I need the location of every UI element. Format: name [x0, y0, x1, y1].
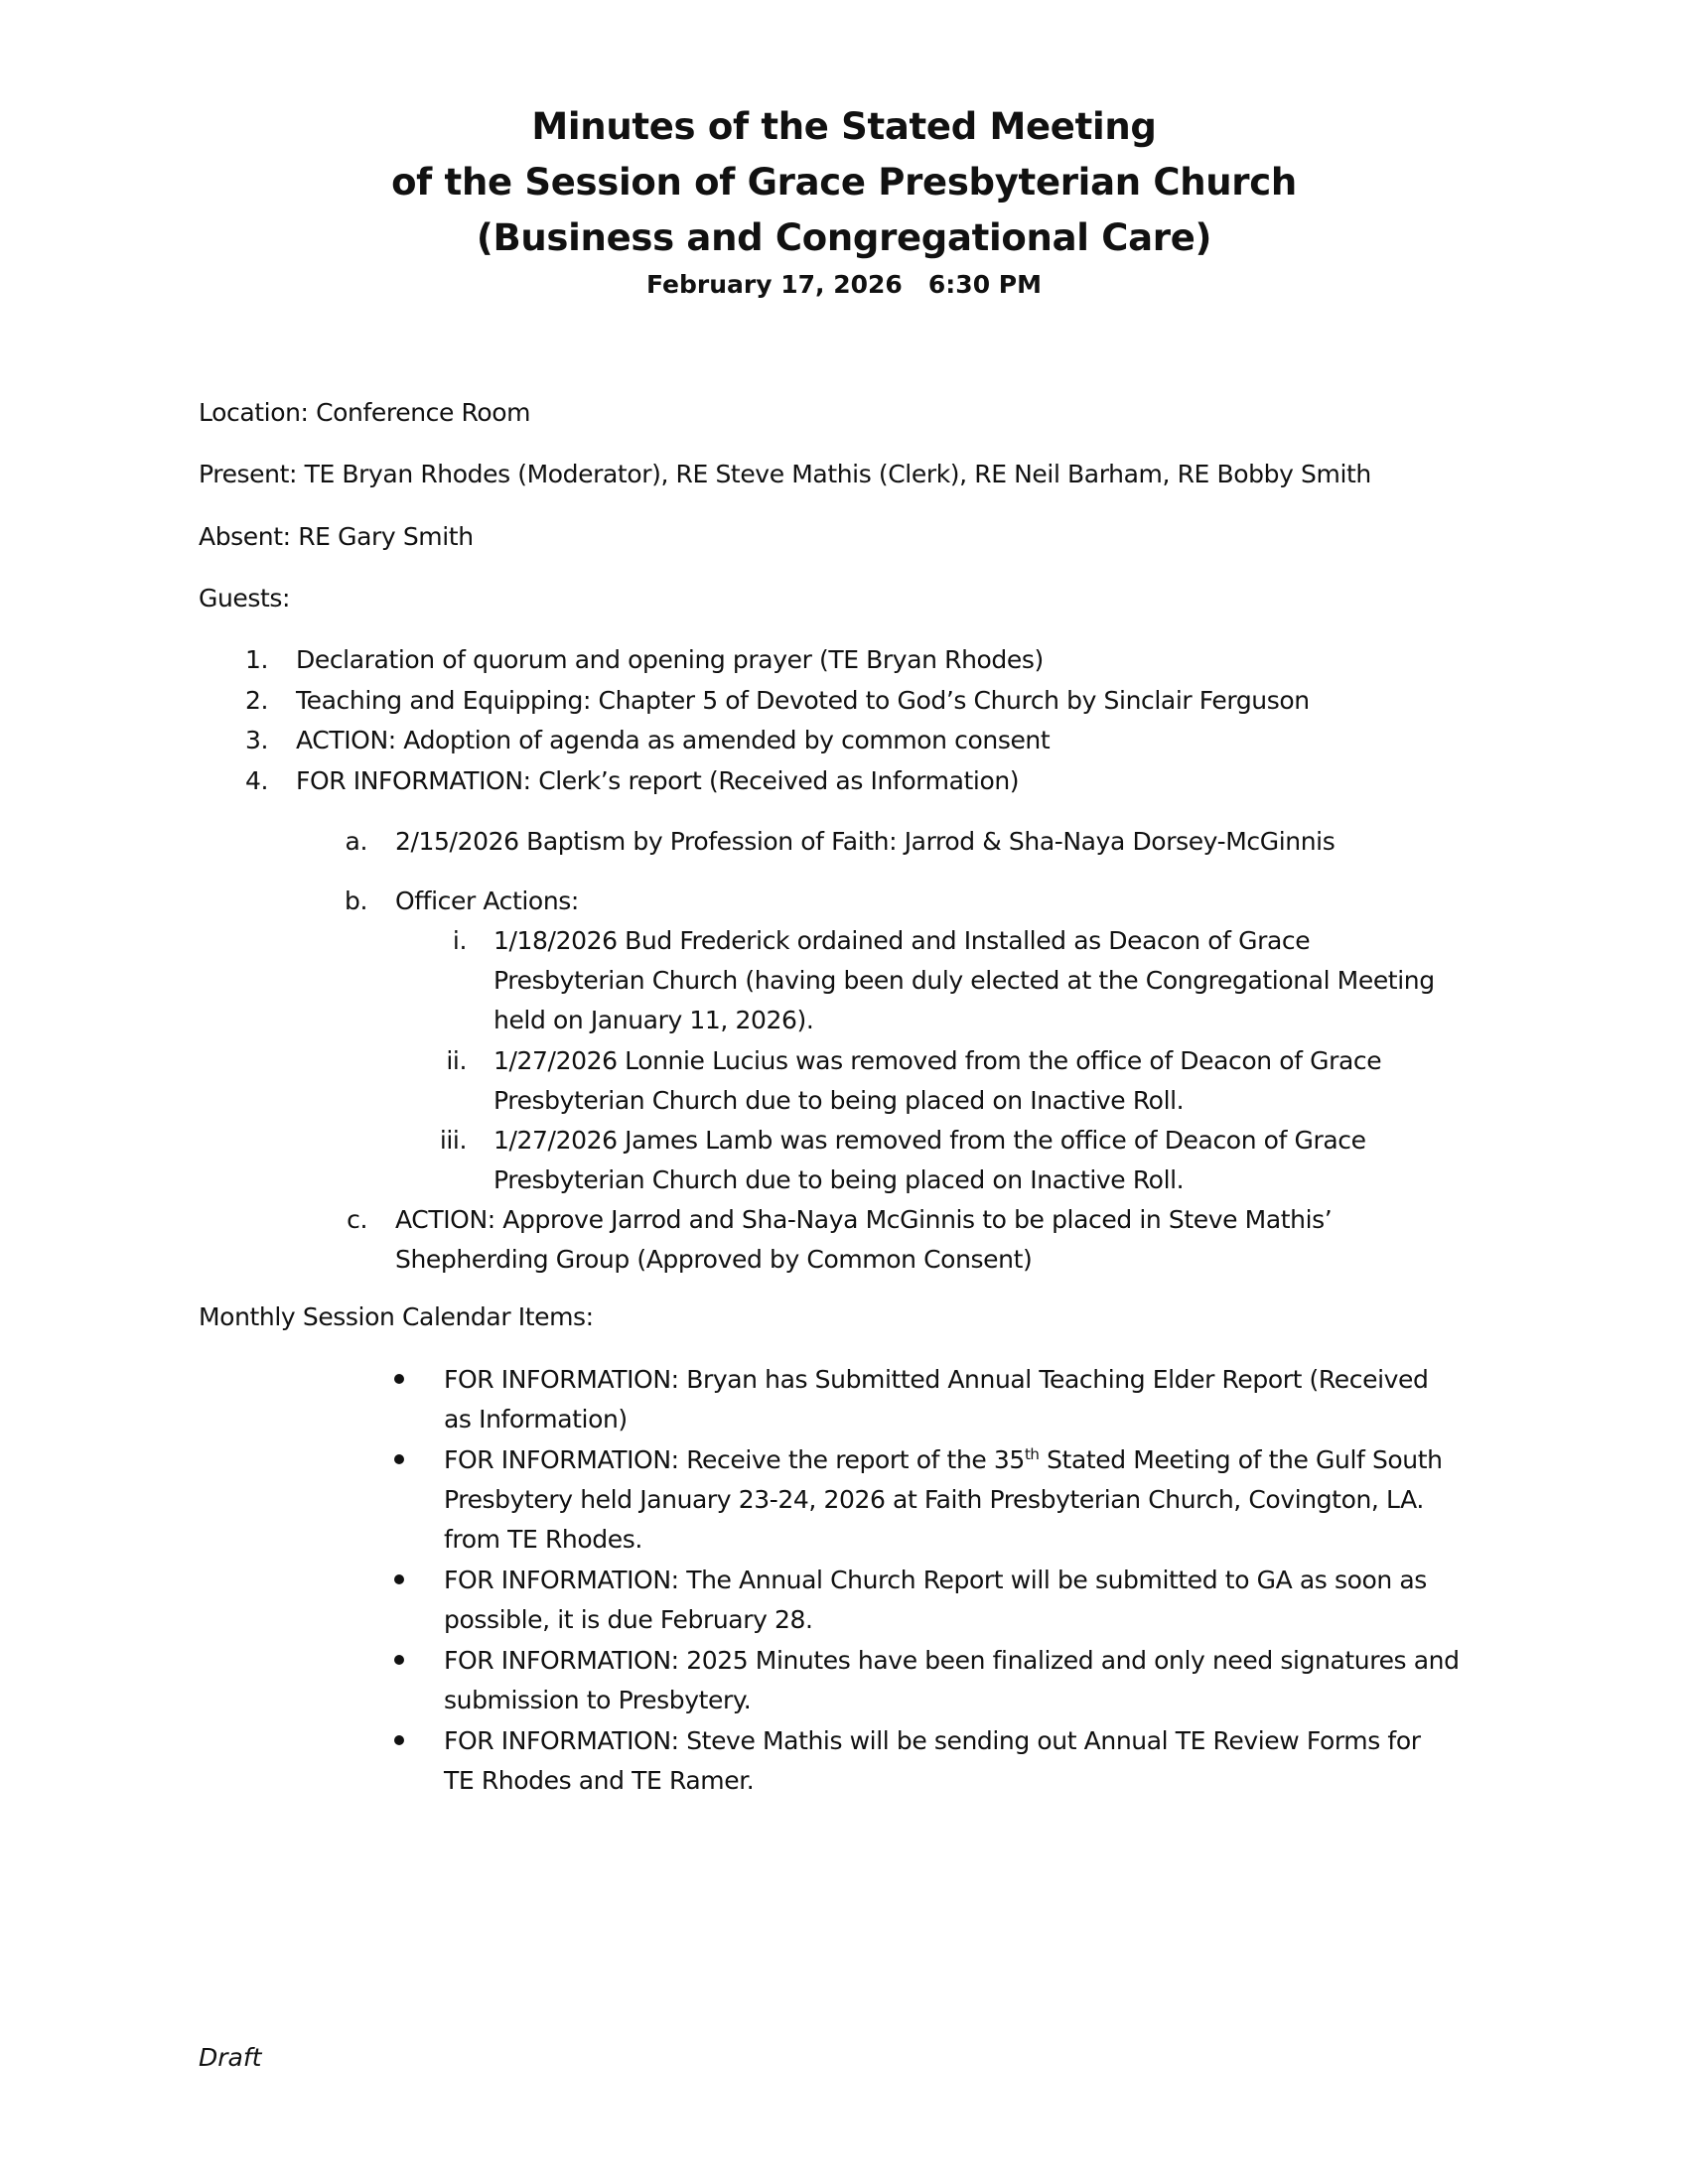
- meeting-date-time: February 17, 2026 6:30 PM: [645, 270, 1042, 299]
- officer-action-i-line-2: Presbyterian Church (having been duly elected at the Congregational Meeting: [493, 966, 1435, 995]
- officer-action-i-line-1: 1/18/2026 Bud Frederick ordained and Installed as Deacon of Grace: [493, 926, 1311, 955]
- calendar-item-4-line-1: FOR INFORMATION: 2025 Minutes have been finalized and only need signatures and: [444, 1646, 1460, 1675]
- calendar-heading: Monthly Session Calendar Items:: [199, 1302, 594, 1331]
- draft-watermark-label: Draft: [199, 2043, 262, 2072]
- officer-action-i-number: i.: [452, 926, 467, 955]
- agenda-item-4: FOR INFORMATION: Clerk’s report (Received as Information): [296, 766, 1020, 795]
- clerk-item-c-line-1: ACTION: Approve Jarrod and Sha-Naya McGinnis to be placed in Steve Mathis’: [395, 1205, 1333, 1234]
- calendar-item-2-line-1: [444, 1440, 1443, 1481]
- agenda-item-1: Declaration of quorum and opening prayer (TE Bryan Rhodes): [296, 645, 1044, 674]
- ordinal-suffix: th: [1024, 1445, 1040, 1463]
- bullet-1-icon: [394, 1374, 404, 1384]
- officer-action-ii-number: ii.: [446, 1046, 467, 1075]
- officer-action-iii-line-1: 1/27/2026 James Lamb was removed from the office of Deacon of Grace: [493, 1126, 1366, 1155]
- calendar-item-2-line-3: from TE Rhodes.: [444, 1525, 642, 1554]
- agenda-item-3: ACTION: Adoption of agenda as amended by common consent: [296, 726, 1051, 754]
- clerk-item-a: 2/15/2026 Baptism by Profession of Faith: Jarrod & Sha-Naya Dorsey-McGinnis: [395, 827, 1336, 856]
- clerk-item-c-line-2: Shepherding Group (Approved by Common Consent): [395, 1245, 1033, 1274]
- clerk-item-b: Officer Actions:: [395, 887, 579, 915]
- officer-action-i-line-3: held on January 11, 2026).: [493, 1006, 814, 1034]
- calendar-item-1-line-1: FOR INFORMATION: Bryan has Submitted Annual Teaching Elder Report (Received: [444, 1365, 1429, 1394]
- calendar-item-1-line-2: as Information): [444, 1405, 628, 1433]
- calendar-item-3-line-2: possible, it is due February 28.: [444, 1605, 813, 1634]
- clerk-item-a-letter: a.: [345, 827, 367, 856]
- bullet-4-icon: [394, 1655, 404, 1665]
- calendar-item-2-line-2: Presbytery held January 23-24, 2026 at Faith Presbyterian Church, Covington, LA.: [444, 1485, 1424, 1514]
- calendar-item-3-line-1: FOR INFORMATION: The Annual Church Report will be submitted to GA as soon as: [444, 1566, 1427, 1594]
- agenda-item-3-number: 3.: [244, 726, 268, 754]
- officer-action-iii-number: iii.: [439, 1126, 467, 1155]
- location-line: Location: Conference Room: [199, 398, 531, 427]
- clerk-item-b-letter: b.: [344, 887, 367, 915]
- calendar-item-4-line-2: submission to Presbytery.: [444, 1686, 752, 1714]
- officer-action-ii-line-1: 1/27/2026 Lonnie Lucius was removed from the office of Deacon of Grace: [493, 1046, 1382, 1075]
- guests-line: Guests:: [199, 584, 291, 613]
- bullet-2-icon: [394, 1454, 404, 1464]
- calendar-item-2-text-after: Stated Meeting of the Gulf South: [1039, 1445, 1443, 1474]
- bullet-3-icon: [394, 1574, 404, 1584]
- title-block: [0, 99, 1688, 302]
- present-line: Present: TE Bryan Rhodes (Moderator), RE Steve Mathis (Clerk), RE Neil Barham, RE Bobby Smith: [199, 460, 1371, 488]
- agenda-item-2: Teaching and Equipping: Chapter 5 of Devoted to God’s Church by Sinclair Ferguson: [296, 686, 1310, 715]
- calendar-item-2-text-before: FOR INFORMATION: Receive the report of the 35: [444, 1445, 1025, 1474]
- bullet-5-icon: [394, 1735, 404, 1745]
- officer-action-ii-line-2: Presbyterian Church due to being placed on Inactive Roll.: [493, 1086, 1185, 1115]
- agenda-item-2-number: 2.: [244, 686, 268, 715]
- calendar-item-5-line-1: FOR INFORMATION: Steve Mathis will be sending out Annual TE Review Forms for: [444, 1726, 1421, 1755]
- title-line-3: (Business and Congregational Care): [476, 216, 1212, 259]
- agenda-item-4-number: 4.: [244, 766, 268, 795]
- officer-action-iii-line-2: Presbyterian Church due to being placed on Inactive Roll.: [493, 1165, 1185, 1194]
- clerk-item-c-letter: c.: [347, 1205, 367, 1234]
- title-line-1: Minutes of the Stated Meeting: [531, 105, 1157, 148]
- absent-line: Absent: RE Gary Smith: [199, 522, 474, 551]
- title-line-2: of the Session of Grace Presbyterian Church: [391, 161, 1297, 204]
- calendar-item-5-line-2: TE Rhodes and TE Ramer.: [444, 1766, 755, 1795]
- agenda-item-1-number: 1.: [244, 645, 268, 674]
